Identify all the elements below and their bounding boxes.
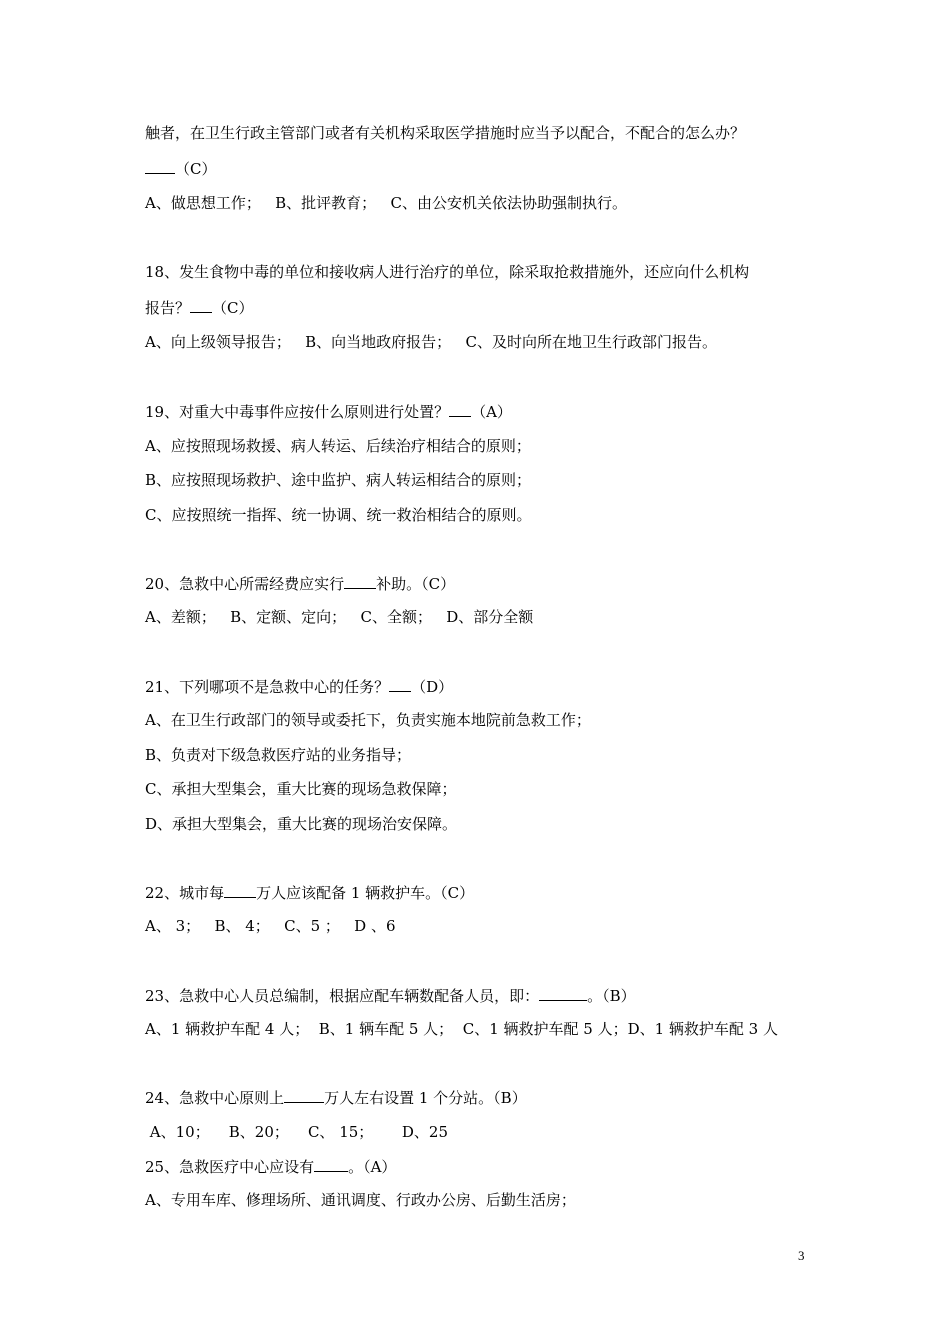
text-line-21: A、1 辆救护车配 4 人； B、1 辆车配 5 人； C、1 辆救护车配 5 人；D、1 辆救护车配 3 人 (145, 1020, 778, 1038)
text-line-10: C、应按照统一指挥、统一协调、统一救治相结合的原则。 (145, 506, 532, 524)
answer-blank (284, 1087, 324, 1103)
question-22: 22、城市每 万人应该配备 1 辆救护车。（C） (145, 884, 475, 902)
text-line-15: B、负责对下级急救医疗站的业务指导； (145, 746, 412, 764)
text-line-8: A、应按照现场救援、病人转运、后续治疗相结合的原则； (145, 437, 531, 455)
text-line-2: （C） (145, 158, 216, 179)
text-line-1: 触者，在卫生行政主管部门或者有关机构采取医学措施时应当予以配合，不配合的怎么办？ (145, 124, 746, 142)
answer-blank (190, 297, 212, 313)
answer-blank (224, 882, 256, 898)
answer-blank (539, 985, 587, 1001)
text-line-3: A、做思想工作； B、批评教育； C、由公安机关依法协助强制执行。 (145, 194, 627, 212)
text-line-23: A、10； B、20； C、 15； D、25 (145, 1123, 448, 1141)
question-21: 21、下列哪项不是急救中心的任务？ （D） (145, 678, 454, 696)
text-line-25: A、专用车库、修理场所、通讯调度、行政办公房、后勤生活房； (145, 1191, 576, 1209)
answer-blank (145, 158, 175, 174)
question-25: 25、急救医疗中心应设有 。（A） (145, 1158, 397, 1176)
question-19: 19、对重大中毒事件应按什么原则进行处置？ （A） (145, 403, 512, 421)
answer-blank (449, 401, 471, 417)
text-line-17: D、承担大型集会，重大比赛的现场治安保障。 (145, 815, 458, 833)
question-24: 24、急救中心原则上 万人左右设置 1 个分站。（B） (145, 1089, 527, 1107)
text-line-19: A、 3； B、 4； C、5 ； D 、6 (145, 917, 396, 935)
answer-blank (389, 676, 411, 692)
question-20: 20、急救中心所需经费应实行 补助。（C） (145, 575, 456, 593)
text-line-6: A、向上级领导报告； B、向当地政府报告； C、及时向所在地卫生行政部门报告。 (145, 333, 717, 351)
text-line-16: C、承担大型集会，重大比赛的现场急救保障； (145, 780, 457, 798)
text-line-9: B、应按照现场救护、途中监护、病人转运相结合的原则； (145, 471, 532, 489)
text-line-5: 报告？ （C） (145, 299, 254, 317)
answer-blank (314, 1156, 348, 1172)
text-line-14: A、在卫生行政部门的领导或委托下，负责实施本地院前急救工作； (145, 711, 591, 729)
answer-blank (344, 573, 376, 589)
question-23: 23、急救中心人员总编制，根据应配车辆数配备人员，即： 。（B） (145, 987, 636, 1005)
question-18: 18、发生食物中毒的单位和接收病人进行治疗的单位，除采取抢救措施外，还应向什么机构 (145, 263, 750, 281)
page-number: 3 (798, 1248, 805, 1263)
text-line-12: A、差额； B、定额、定向； C、全额； D、部分全额 (145, 608, 534, 626)
